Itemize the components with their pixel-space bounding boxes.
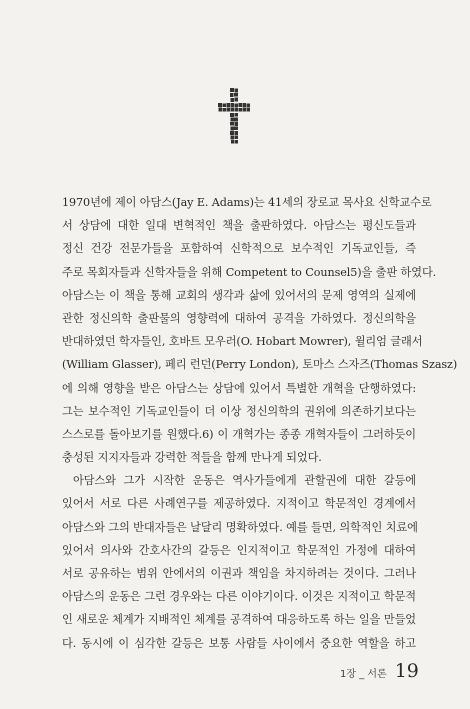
text-line: 그는 보수적인 기독교인들이 더 이상 정신의학의 권위에 의존하기보다는 — [62, 404, 416, 418]
text-line: 아담스의 운동은 그런 경우와는 다른 이야기이다. 이것은 지적이고 학문적 — [62, 590, 416, 604]
text-line: (William Glasser), 페리 런던(Perry London), 토마스 스자즈(Thomas Szasz) — [62, 358, 458, 372]
text-line: 아담스는 이 책을 통해 교회의 생각과 삶에 있어서의 문제 영역의 실제에 — [62, 288, 416, 302]
mosaic-cross-icon — [218, 88, 250, 144]
page-number: 19 — [394, 660, 419, 682]
text-line: 아담스와 그의 반대자들은 날달리 명확하였다. 예를 들면, 의학적인 치료에 — [62, 520, 418, 534]
text-line: 인 새로운 체계가 지배적인 체계를 공격하여 대응하도록 하는 일을 만들었 — [62, 613, 416, 627]
text-line: 에 의해 영향을 받은 아담스는 상담에 있어서 특별한 개혁을 단행하였다: — [62, 381, 416, 395]
text-line: 충성된 지지자들과 강력한 적들을 함께 만나게 되었다. — [62, 451, 322, 465]
text-line: 다. 동시에 이 심각한 갈등은 보통 사람들 사이에서 중요한 역할을 하고 — [62, 636, 416, 650]
page-footer — [340, 660, 419, 682]
text-line: 1970년에 제이 아담스(Jay E. Adams)는 41세의 장로교 목사요 신학교수로 — [62, 196, 432, 209]
text-line: 서로 공유하는 범위 안에서의 이권과 책임을 차지하려는 것이다. 그러나 — [62, 567, 416, 580]
body-text — [62, 191, 458, 655]
text-line: 서 상담에 대한 일대 변혁적인 책을 출판하였다. 아담스는 평신도들과 — [62, 219, 416, 233]
text-line: 있어서 의사와 간호사간의 갈등은 인지적이고 학문적인 가정에 대하여 — [62, 543, 416, 557]
chapter-label: 1장 _ 서론 — [340, 669, 387, 680]
text-line: 있어서 서로 다른 사례연구를 제공하였다. 지적이고 학문적인 경계에서 — [62, 497, 416, 511]
text-line: 정신 건강 전문가들을 포함하여 신학적으로 보수적인 기독교인들, 즉 — [62, 242, 416, 256]
text-line: 관한 정신의학 출판물의 영향력에 대하여 공격을 가하였다. 정신의학을 — [62, 311, 416, 325]
text-line: 반대하였던 학자들인, 호바트 모우러(O. Hobart Mowrer), 윌리엄 글래서 — [62, 335, 423, 349]
text-line: 주로 목회자들과 신학자들을 위해 Competent to Counsel5)을 출판 하였다. — [62, 265, 437, 279]
text-line: 스스로를 돌아보기를 원했다.6) 이 개혁가는 종종 개혁자들이 그러하듯이 — [62, 427, 416, 441]
text-line: 아담스와 그가 시작한 운동은 역사가들에게 관할권에 대한 갈등에 — [73, 474, 416, 488]
